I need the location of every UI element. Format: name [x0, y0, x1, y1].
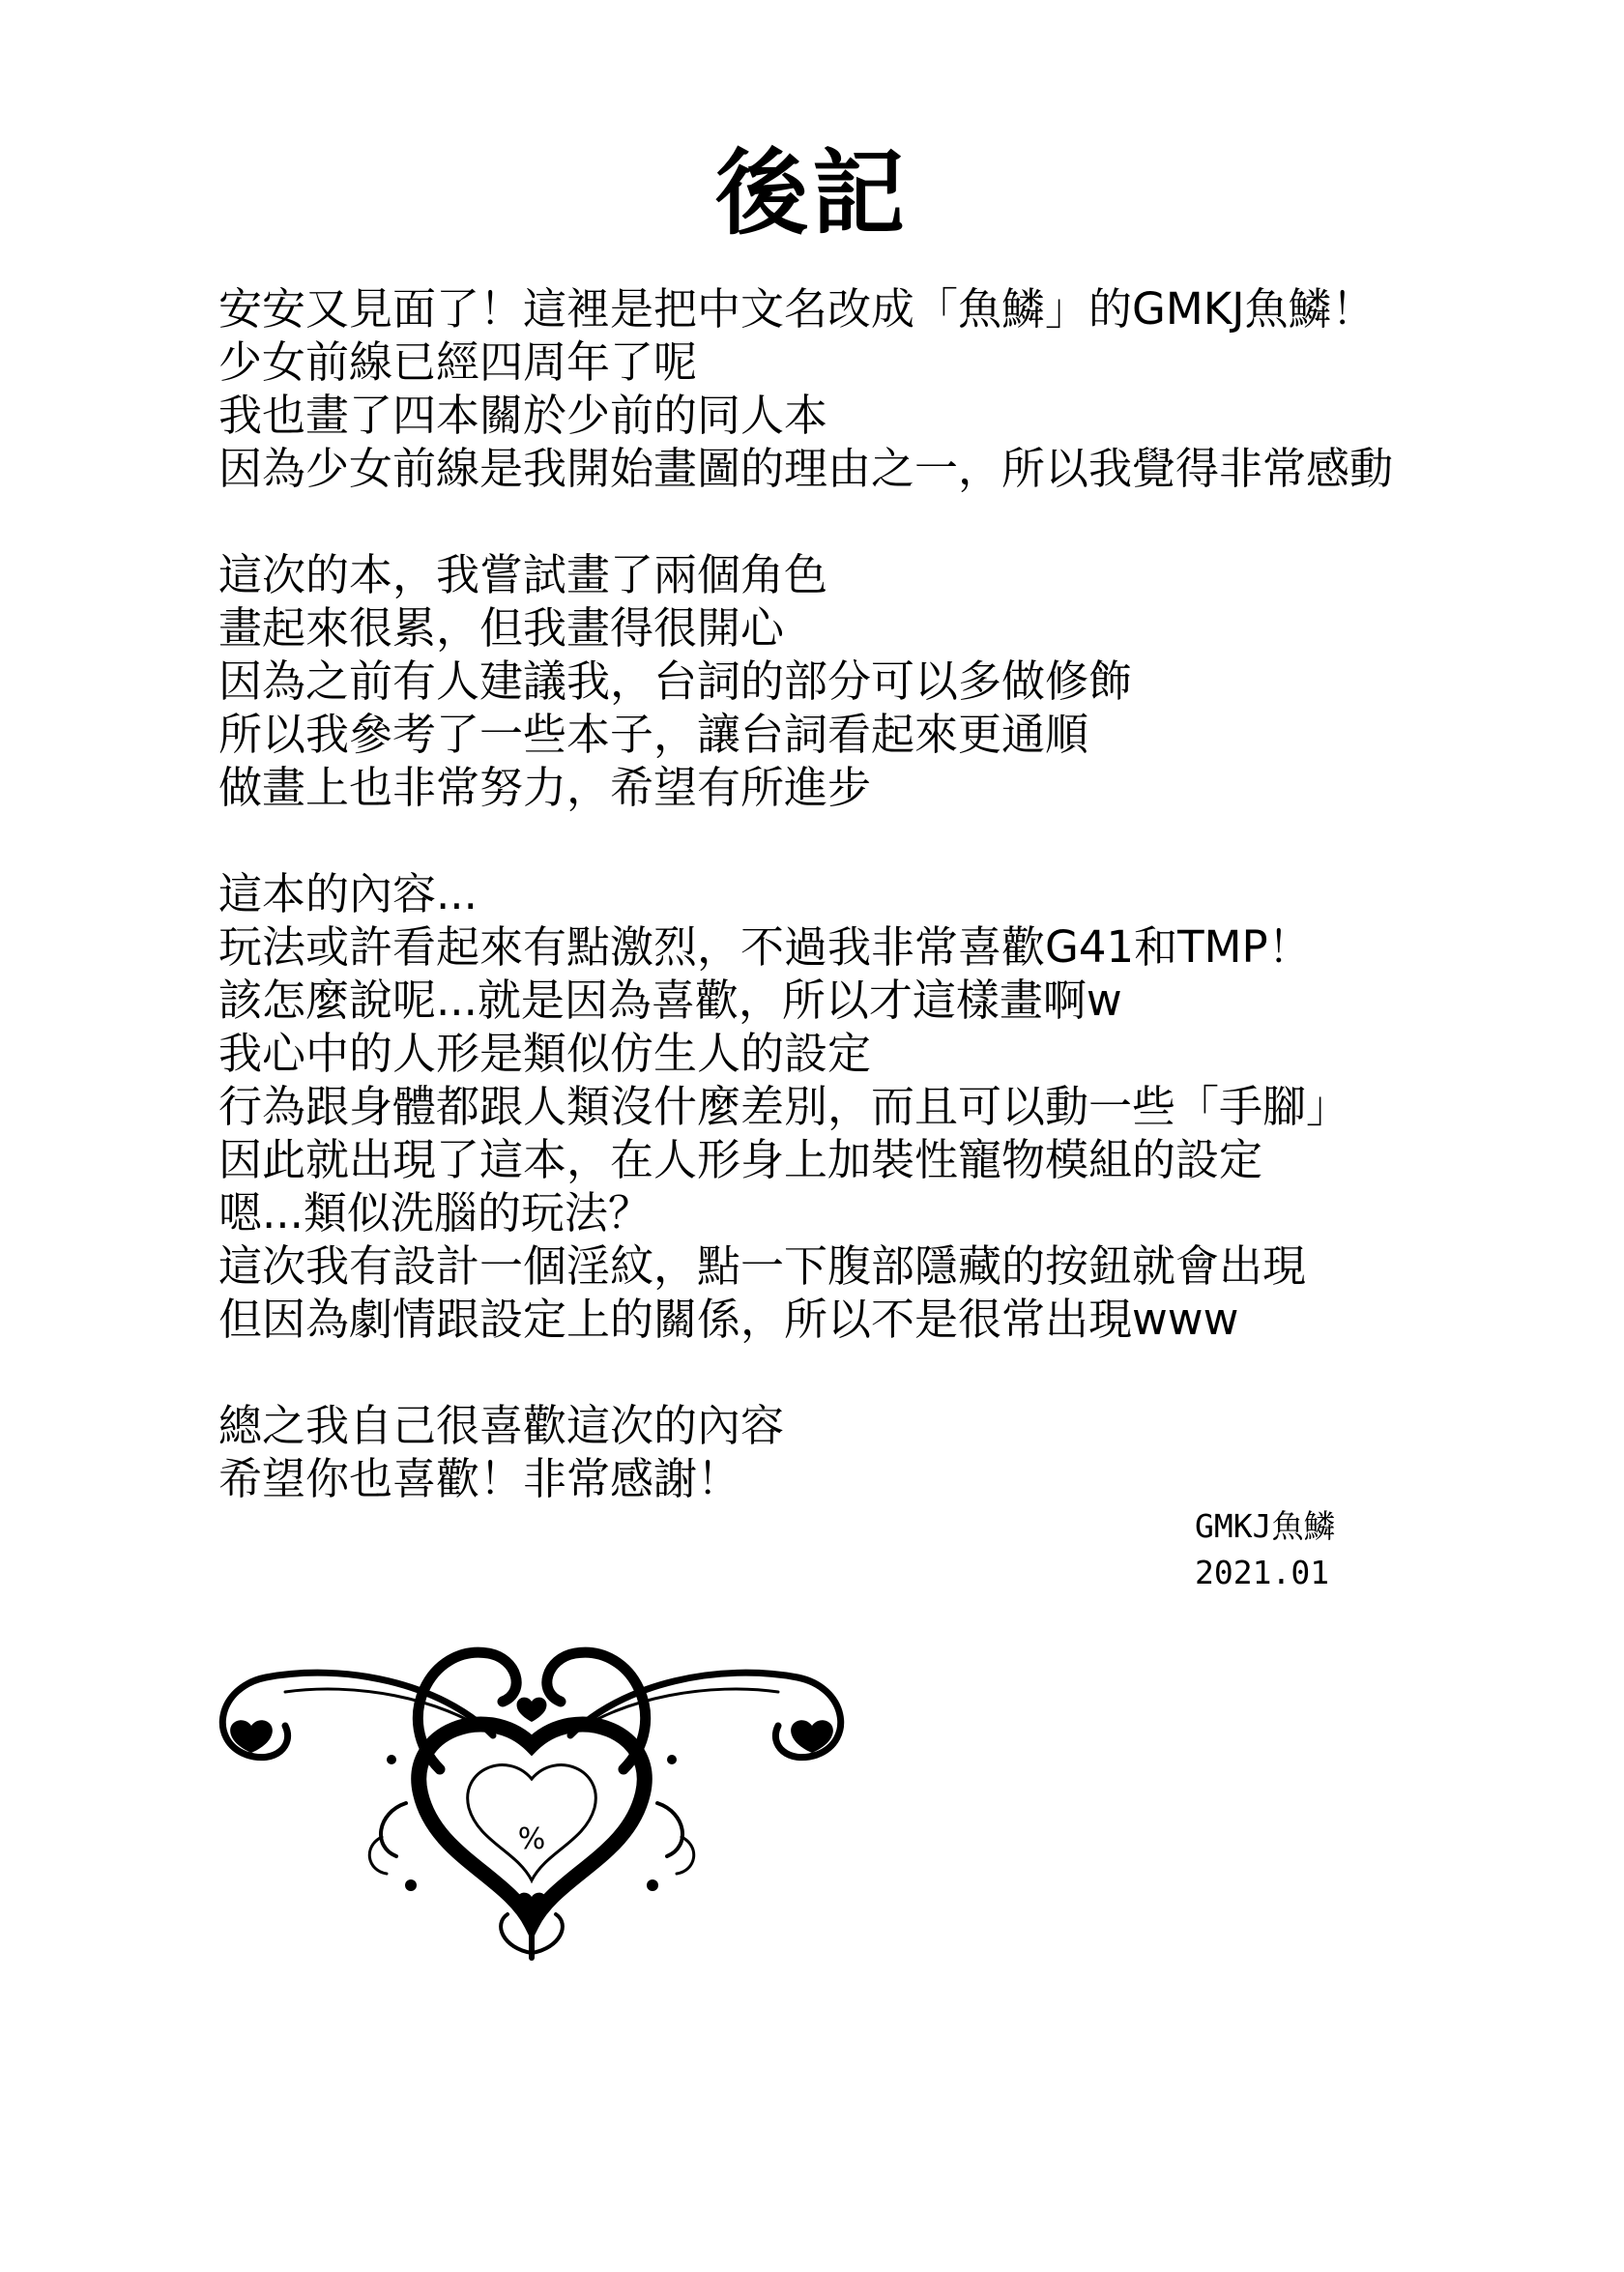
text-line: 我心中的人形是類似仿生人的設定	[218, 1028, 872, 1079]
text-line: 這次我有設計一個淫紋，點一下腹部隱藏的按鈕就會出現	[218, 1240, 1307, 1292]
text-line: 因為之前有人建議我，台詞的部分可以多做修飾	[218, 655, 1133, 707]
text-line: 該怎麼說呢...就是因為喜歡，所以才這樣畫啊w	[218, 975, 1122, 1026]
text-line: 因為少女前線是我開始畫圖的理由之一，所以我覺得非常感動	[218, 443, 1394, 494]
paragraph-4	[218, 1399, 1475, 1505]
text-line: 嗯...類似洗腦的玩法？	[218, 1187, 652, 1238]
text-line: 玩法或許看起來有點激烈，不過我非常喜歡G41和TMP！	[218, 921, 1312, 973]
text-line: 總之我自己很喜歡這次的內容	[218, 1400, 785, 1451]
ornament-symbol: %	[517, 1822, 546, 1856]
text-line: 行為跟身體都跟人類沒什麼差別，而且可以動一些「手腳」	[218, 1081, 1350, 1132]
text-line: 希望你也喜歡！非常感謝！	[218, 1453, 741, 1504]
paragraph-1	[218, 282, 1475, 495]
text-line: 安安又見面了！這裡是把中文名改成「魚鱗」的GMKJ魚鱗！	[218, 283, 1376, 335]
signature-block	[1195, 1503, 1335, 1596]
heart-flourish-ornament-icon	[198, 1624, 865, 1972]
text-line: 畫起來很累，但我畫得很開心	[218, 602, 785, 654]
text-line: 做畫上也非常努力，希望有所進步	[218, 762, 872, 813]
text-line: 少女前線已經四周年了呢	[218, 336, 698, 388]
text-line: 但因為劇情跟設定上的關係，所以不是很常出現www	[218, 1294, 1239, 1345]
text-line: 因此就出現了這本，在人形身上加裝性寵物模組的設定	[218, 1134, 1263, 1185]
signature-date: 2021.01	[1195, 1554, 1330, 1591]
text-line: 我也畫了四本關於少前的同人本	[218, 390, 828, 441]
author-name: GMKJ魚鱗	[1195, 1507, 1336, 1545]
text-line: 所以我參考了一些本子，讓台詞看起來更通順	[218, 709, 1089, 760]
paragraph-3	[218, 867, 1475, 1346]
page-title: 後記	[715, 139, 909, 248]
afterword-body	[218, 282, 1475, 1558]
paragraph-2	[218, 548, 1475, 814]
text-line: 這次的本，我嘗試畫了兩個角色	[218, 549, 828, 600]
text-line: 這本的內容...	[218, 868, 478, 919]
